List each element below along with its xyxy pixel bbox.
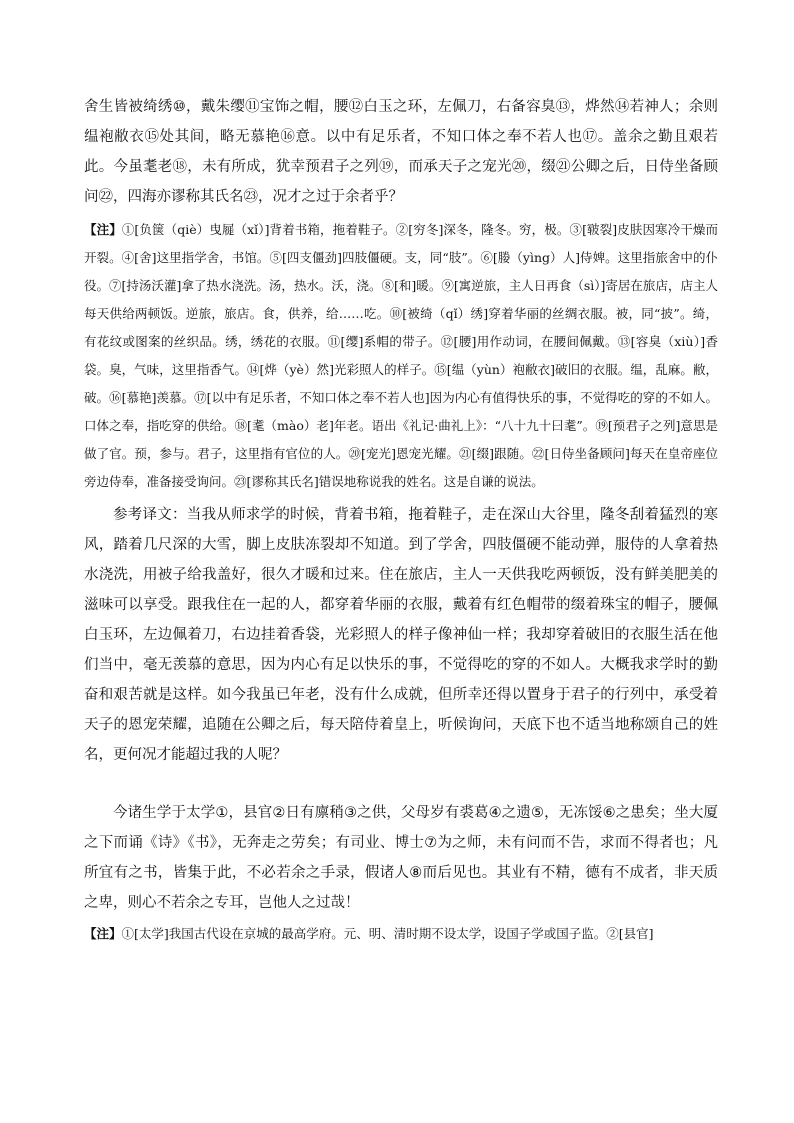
annotation-label-2: 【注】: [84, 926, 122, 941]
annotation-label: 【注】: [84, 222, 122, 237]
section-gap: [84, 770, 718, 798]
reference-translation: 参考译文：当我从师求学的时候，背着书箱，拖着鞋子，走在深山大谷里，隆冬刮着猛烈的寒风，踏着几尺深的大雪，脚上皮肤冻裂却不知道。到了学舍，四肢僵硬不能动弹，服侍的人拿着热水浇洗，用被子给我盖好，很久才暖和过来。住在旅店，主人一天供我吃两顿饭，没有鲜美肥美的滋味可以享受。跟我住在一起的人，都穿着华丽的衣服，戴着有红色帽带的缀着珠宝的帽子，腰佩白玉环，左边佩着刀，右边挂着香袋，光彩照人的样子像神仙一样；我却穿着破旧的衣服生活在他们当中，毫无羡慕的意思，因为内心有足以快乐的事，不觉得吃的穿的不如人。大概我求学时的勤奋和艰苦就是这样。如今我虽已年老，没有什么成就，但所幸还得以置身于君子的行列中，承受着天子的恩宠荣耀，追随在公卿之后，每天陪侍着皇上，听候询问，天底下也不适当地称颂自己的姓名，更何况才能超过我的人呢？: [84, 507, 718, 763]
document-page: [84, 92, 718, 948]
annotation-block-2: [84, 920, 718, 948]
annotation-text: ①[负箧（qiè）曳屣（xǐ）]背着书箱，拖着鞋子。②[穷冬]深冬，隆冬。穷，极。③[皲裂]皮肤因寒冷干燥而开裂。④[舍]这里指学舍，书馆。⑤[四支僵劲]四肢僵硬。支，同“肢”。⑥[媵（yìng）人]侍婢。这里指旅舍中的仆役。⑦[持汤沃灌]拿了热水浇洗。汤，热水。沃，浇。⑧[和]暖。⑨[寓逆旅，主人日再食（sì）]寄居在旅店，店主人每天供给两顿饭。逆旅，旅店。食，供养，给……吃。⑩[被绮（qǐ）绣]穿着华丽的丝绸衣服。被，同“披”。绮，有花纹或图案的丝织品。绣，绣花的衣服。⑪[缨]系帽的带子。⑫[腰]用作动词，在腰间佩戴。⑬[容臭（xiù）]香袋。臭，气味，这里指香气。⑭[烨（yè）然]光彩照人的样子。⑮[缊（yùn）袍敝衣]破旧的衣服。缊，乱麻。敝，破。⑯[慕艳]羡慕。⑰[以中有足乐者，不知口体之奉不若人也]因为内心有值得快乐的事，不觉得吃的穿的不如人。口体之奉，指吃穿的供给。⑱[耄（mào）老]年老。语出《礼记·曲礼上》：“八十九十曰耄”。⑲[预君子之列]意思是做了官。预，参与。君子，这里指有官位的人。⑳[宠光]恩宠光耀。㉑[缀]跟随。㉒[日侍坐备顾问]每天在皇帝座位旁边侍奉，准备接受询问。㉓[谬称其氏名]错误地称说我的姓名。这是自谦的说法。: [84, 222, 718, 489]
annotation-text-2: ①[太学]我国古代设在京城的最高学府。元、明、清时期不设太学，设国子学或国子监。②[县官]: [121, 926, 654, 941]
passage-2: 今诸生学于太学①，县官②日有廪稍③之供，父母岁有裘葛④之遗⑤，无冻馁⑥之患矣；坐大厦之下而诵《诗》《书》，无奔走之劳矣；有司业、博士⑦为之师，未有问而不告，求而不得者也；凡所宜有之书，皆集于此，不必若余之手录，假诸人⑧而后见也。其业有不精，德有不成者，非天质之卑，则心不若余之专耳，岂他人之过哉！: [84, 805, 718, 911]
passage-1: 舍生皆被绮绣⑩，戴朱缨⑪宝饰之帽，腰⑫白玉之环，左佩刀，右备容臭⑬，烨然⑭若神人；余则缊袍敝衣⑮处其间，略无慕艳⑯意。以中有足乐者，不知口体之奉不若人也⑰。盖余之勤且艰若此。今虽耄老⑱，未有所成，犹幸预君子之列⑲，而承天子之宠光⑳，缀㉑公卿之后，日侍坐备顾问㉒，四海亦谬称其氏名㉓，况才之过于余者乎？: [84, 99, 718, 205]
annotation-block-1: [84, 216, 718, 496]
